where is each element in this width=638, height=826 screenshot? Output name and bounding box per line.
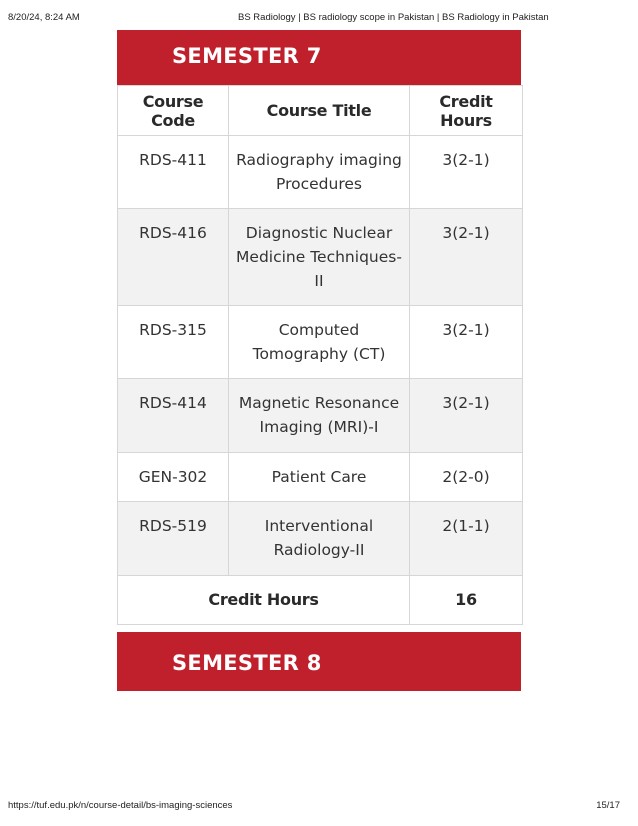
semester-7-course-table	[117, 85, 523, 625]
credit-hours-cell: 3(2-1)	[410, 306, 523, 379]
print-doc-title: BS Radiology | BS radiology scope in Pakistan | BS Radiology in Pakistan	[238, 12, 549, 23]
table-header-row	[118, 86, 523, 136]
credit-hours-cell: 3(2-1)	[410, 209, 523, 306]
print-date: 8/20/24, 8:24 AM	[8, 12, 80, 23]
course-title-cell: Radiography imaging Procedures	[229, 136, 410, 209]
semester-8-title: SEMESTER 8	[172, 651, 322, 675]
course-title-cell: Diagnostic Nuclear Medicine Techniques-II	[229, 209, 410, 306]
credit-hours-cell: 2(1-1)	[410, 502, 523, 576]
semester-7-banner	[117, 30, 521, 85]
credit-hours-cell: 2(2-0)	[410, 453, 523, 502]
table-row	[118, 209, 523, 306]
table-row	[118, 453, 523, 502]
credit-hours-cell: 3(2-1)	[410, 379, 523, 453]
semester-8-banner	[117, 632, 521, 691]
header-course-title: Course Title	[229, 86, 410, 136]
table-row	[118, 306, 523, 379]
page-number: 15/17	[596, 800, 620, 811]
course-code-cell: RDS-416	[118, 209, 229, 306]
course-code-cell: RDS-315	[118, 306, 229, 379]
header-course-code: Course Code	[118, 86, 229, 136]
table-row	[118, 136, 523, 209]
course-title-cell: Interventional Radiology-II	[229, 502, 410, 576]
course-code-cell: RDS-519	[118, 502, 229, 576]
credit-hours-cell: 3(2-1)	[410, 136, 523, 209]
course-code-cell: RDS-411	[118, 136, 229, 209]
course-title-cell: Patient Care	[229, 453, 410, 502]
total-row	[118, 576, 523, 625]
course-code-cell: GEN-302	[118, 453, 229, 502]
course-title-cell: Computed Tomography (CT)	[229, 306, 410, 379]
semester-7-title: SEMESTER 7	[172, 44, 322, 68]
total-credit-hours-label: Credit Hours	[118, 576, 410, 625]
table-row	[118, 502, 523, 576]
print-url: https://tuf.edu.pk/n/course-detail/bs-imaging-sciences	[8, 800, 233, 811]
table-row	[118, 379, 523, 453]
course-code-cell: RDS-414	[118, 379, 229, 453]
course-title-cell: Magnetic Resonance Imaging (MRI)-I	[229, 379, 410, 453]
total-credit-hours-value: 16	[410, 576, 523, 625]
header-credit-hours: Credit Hours	[410, 86, 523, 136]
